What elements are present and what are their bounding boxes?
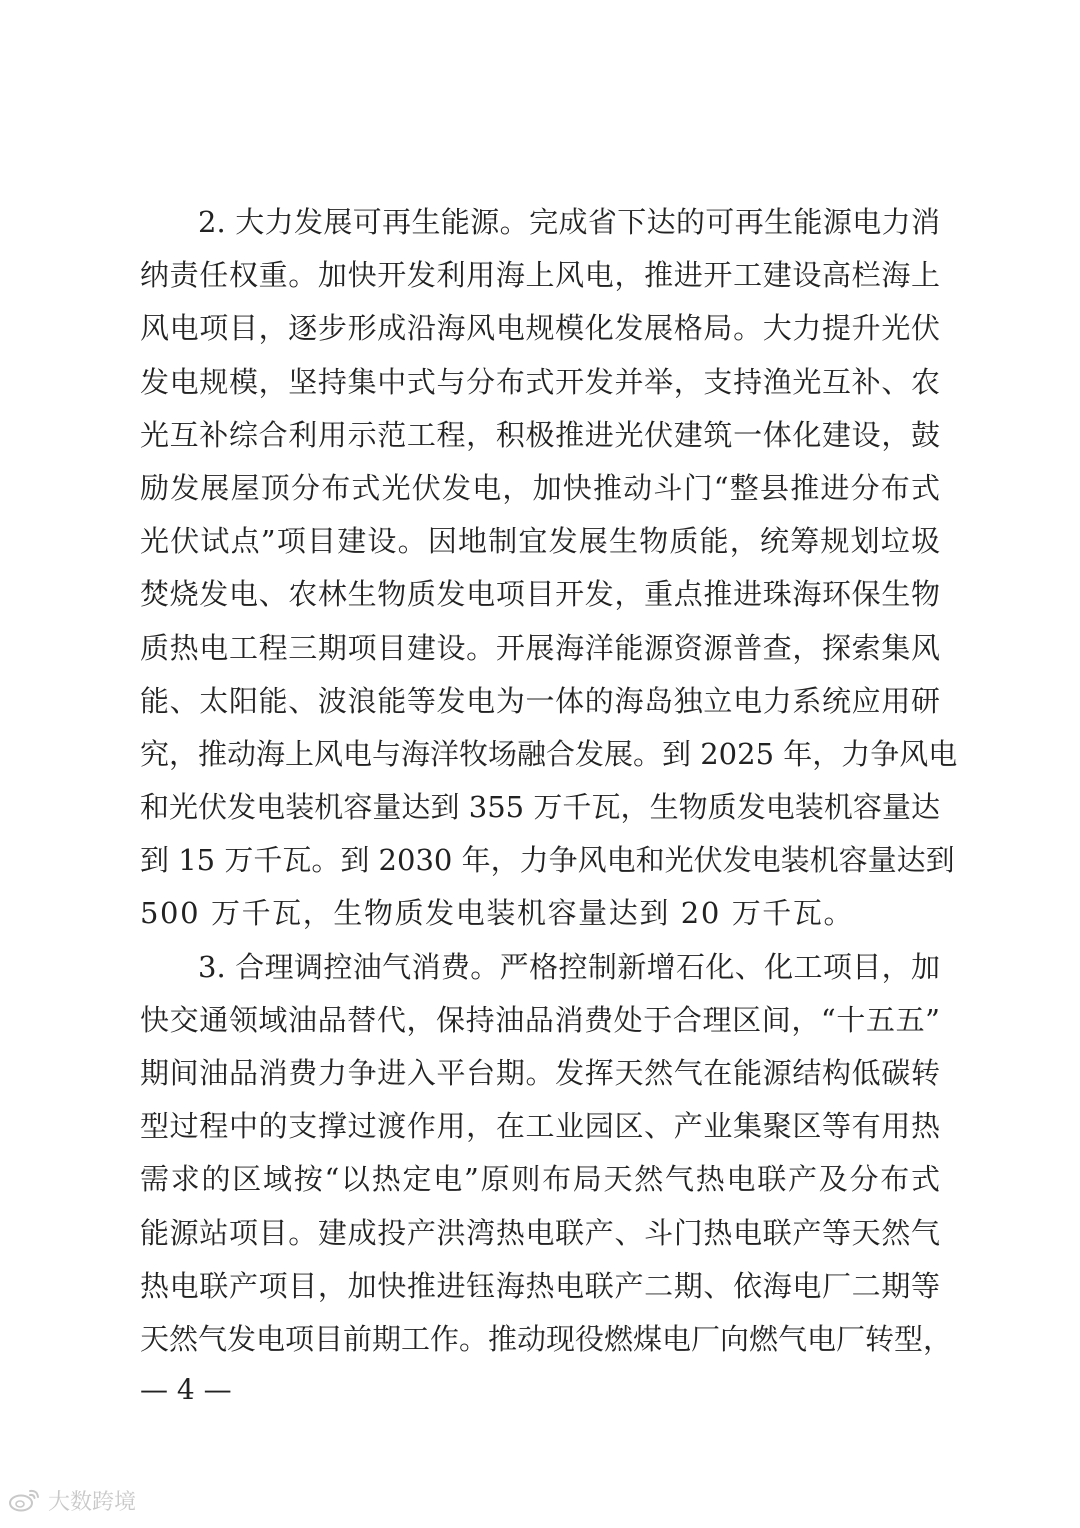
text-line: 纳责任权重。加快开发利用海上风电，推进开工建设高栏海上 [140, 258, 940, 293]
text-line: 型过程中的支撑过渡作用，在工业园区、产业集聚区等有用热 [140, 1109, 940, 1144]
text-line: 质热电工程三期项目建设。开展海洋能源资源普查，探索集风 [140, 630, 940, 665]
text-line: 2. 大力发展可再生能源。完成省下达的可再生能源电力消 [198, 205, 940, 239]
text-line: 究，推动海上风电与海洋牧场融合发展。到 2025 年，力争风电 [140, 736, 958, 771]
text-line: 期间油品消费力争进入平台期。发挥天然气在能源结构低碳转 [140, 1056, 940, 1090]
text-line: 500 万千瓦，生物质发电装机容量达到 20 万千瓦。 [140, 896, 855, 931]
text-line: 光伏试点”项目建设。因地制宜发展生物质能，统筹规划垃圾 [140, 524, 940, 559]
text-line: 3. 合理调控油气消费。严格控制新增石化、化工项目，加 [198, 949, 940, 984]
body-text [140, 196, 958, 1366]
weibo-icon [8, 1487, 42, 1513]
text-line: 发电规模，坚持集中式与分布式开发并举，支持渔光互补、农 [140, 364, 940, 399]
watermark [8, 1482, 136, 1518]
text-line: 快交通领域油品替代，保持油品消费处于合理区间，“十五五” [140, 1002, 940, 1037]
text-line: 热电联产项目，加快推进钰海热电联产二期、依海电厂二期等 [140, 1268, 940, 1303]
page-number: — 4 — [140, 1373, 232, 1406]
text-line: 能源站项目。建成投产洪湾热电联产、斗门热电联产等天然气 [140, 1215, 940, 1250]
text-line: 和光伏发电装机容量达到 355 万千瓦，生物质发电装机容量达 [140, 790, 940, 825]
text-line: 需求的区域按“以热定电”原则布局天然气热电联产及分布式 [140, 1162, 940, 1197]
text-line: 光互补综合利用示范工程，积极推进光伏建筑一体化建设，鼓 [140, 417, 940, 452]
text-line: 能、太阳能、波浪能等发电为一体的海岛独立电力系统应用研 [140, 683, 940, 718]
text-line: 焚烧发电、农林生物质发电项目开发，重点推进珠海环保生物 [140, 577, 940, 612]
text-line: 天然气发电项目前期工作。推动现役燃煤电厂向燃气电厂转型， [140, 1321, 953, 1356]
text-line: 到 15 万千瓦。到 2030 年，力争风电和光伏发电装机容量达到 [140, 843, 955, 878]
text-line: 风电项目，逐步形成沿海风电规模化发展格局。大力提升光伏 [140, 311, 940, 346]
watermark-text: 大数跨境 [48, 1489, 137, 1515]
text-line: 励发展屋顶分布式光伏发电，加快推动斗门“整县推进分布式 [140, 470, 940, 505]
